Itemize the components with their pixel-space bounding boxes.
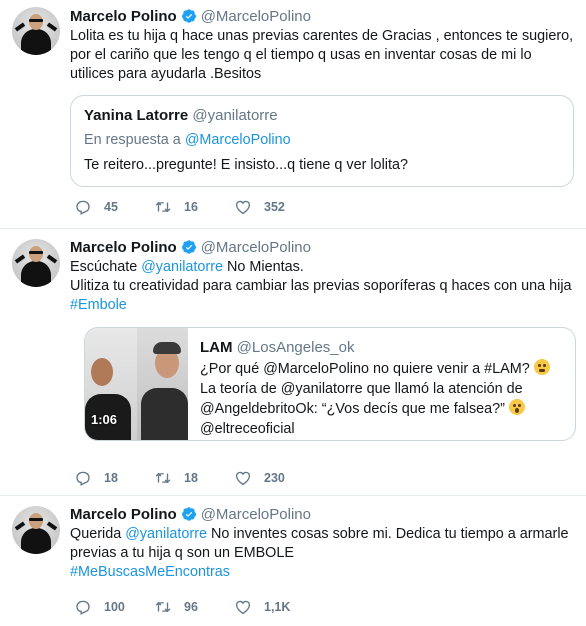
quoted-author — [200, 339, 565, 356]
hashtag-link[interactable]: #Embole — [70, 297, 127, 313]
reply-icon — [74, 198, 92, 216]
reply-context — [84, 132, 291, 148]
avatar[interactable] — [12, 7, 60, 55]
quoted-text-c: @eltreceoficial — [200, 421, 295, 437]
retweet-button[interactable] — [154, 469, 234, 487]
reply-count: 18 — [104, 471, 118, 485]
avatar[interactable] — [12, 506, 60, 554]
quoted-tweet[interactable] — [84, 327, 576, 441]
reply-icon — [74, 469, 92, 487]
verified-badge-icon — [181, 506, 197, 522]
quoted-author-handle: @LosAngeles_ok — [236, 339, 355, 356]
tweet-text — [70, 525, 574, 582]
quoted-author-handle: @yanilatorre — [192, 107, 278, 124]
author-name[interactable]: Marcelo Polino — [70, 7, 177, 25]
like-count: 352 — [264, 200, 285, 214]
like-button[interactable] — [234, 198, 314, 216]
tweet[interactable] — [0, 0, 586, 229]
retweet-count: 18 — [184, 471, 198, 485]
retweet-icon — [154, 469, 172, 487]
author-handle[interactable]: @MarceloPolino — [200, 238, 311, 256]
retweet-icon — [154, 598, 172, 616]
thinking-emoji-icon — [534, 359, 550, 375]
tweet-actions — [74, 598, 314, 616]
verified-badge-icon — [181, 239, 197, 255]
retweet-count: 16 — [184, 200, 198, 214]
text-suffix: No Mientas. — [227, 259, 304, 275]
quoted-text-b: La teoría de @yanilatorre que llamó la atención de @AngeldebritoOk: “¿Vos decís que me falsea?” — [200, 381, 523, 417]
like-count: 1,1K — [264, 600, 291, 614]
video-thumbnail[interactable] — [85, 328, 188, 441]
quoted-text-a: ¿Por qué @MarceloPolino no quiere venir a #LAM? — [200, 361, 530, 377]
astonished-emoji-icon — [509, 399, 525, 415]
hashtag-link[interactable]: #MeBuscasMeEncontras — [70, 564, 230, 580]
text-line-2: Ulitiza tu creatividad para cambiar las previas soporíferas q haces con una hija — [70, 278, 572, 294]
tweet-header — [70, 6, 574, 26]
tweet-actions — [74, 198, 314, 216]
quoted-author — [84, 107, 278, 124]
quoted-author-name: Yanina Latorre — [84, 107, 189, 124]
text-prefix: Querida — [70, 526, 122, 542]
tweet-actions — [74, 469, 314, 487]
author-handle[interactable]: @MarceloPolino — [200, 7, 311, 25]
retweet-icon — [154, 198, 172, 216]
mention-link[interactable]: @yanilatorre — [125, 526, 208, 542]
reply-count: 100 — [104, 600, 125, 614]
quoted-author-name: LAM — [200, 339, 233, 356]
reply-prefix: En respuesta a — [84, 132, 181, 148]
like-icon — [234, 598, 252, 616]
text-prefix: Escúchate — [70, 259, 138, 275]
retweet-button[interactable] — [154, 198, 234, 216]
quoted-text: Te reitero...pregunte! E insisto...q tiene q ver lolita? — [84, 157, 408, 173]
retweet-button[interactable] — [154, 598, 234, 616]
verified-badge-icon — [181, 8, 197, 24]
retweet-count: 96 — [184, 600, 198, 614]
tweet-text: Lolita es tu hija q hace unas previas carentes de Gracias , entonces te sugiero, por el cariño que les tengo q el tiempo q usas en inventar cosas de mi lo utilices para ayudarla .Besitos — [70, 28, 574, 82]
reply-button[interactable] — [74, 198, 154, 216]
reply-icon — [74, 598, 92, 616]
video-duration: 1:06 — [91, 412, 118, 427]
reply-button[interactable] — [74, 598, 154, 616]
tweet-text — [70, 258, 574, 315]
reply-count: 45 — [104, 200, 118, 214]
mention-link[interactable]: @yanilatorre — [141, 259, 224, 275]
text-suffix: No inventes cosas sobre mi. Dedica tu tiempo a armarle previas a tu hija q son un EMBOLE — [70, 526, 569, 561]
like-count: 230 — [264, 471, 285, 485]
like-icon — [234, 198, 252, 216]
avatar[interactable] — [12, 239, 60, 287]
like-icon — [234, 469, 252, 487]
reply-to-link[interactable]: @MarceloPolino — [184, 132, 291, 148]
quoted-tweet[interactable] — [70, 95, 574, 187]
like-button[interactable] — [234, 469, 314, 487]
tweet[interactable] — [0, 229, 586, 496]
author-name[interactable]: Marcelo Polino — [70, 505, 177, 523]
tweet-header — [70, 504, 574, 524]
author-name[interactable]: Marcelo Polino — [70, 238, 177, 256]
like-button[interactable] — [234, 598, 314, 616]
tweet-header — [70, 237, 574, 257]
author-handle[interactable]: @MarceloPolino — [200, 505, 311, 523]
reply-button[interactable] — [74, 469, 154, 487]
tweet[interactable] — [0, 496, 586, 626]
quoted-text — [200, 359, 565, 439]
